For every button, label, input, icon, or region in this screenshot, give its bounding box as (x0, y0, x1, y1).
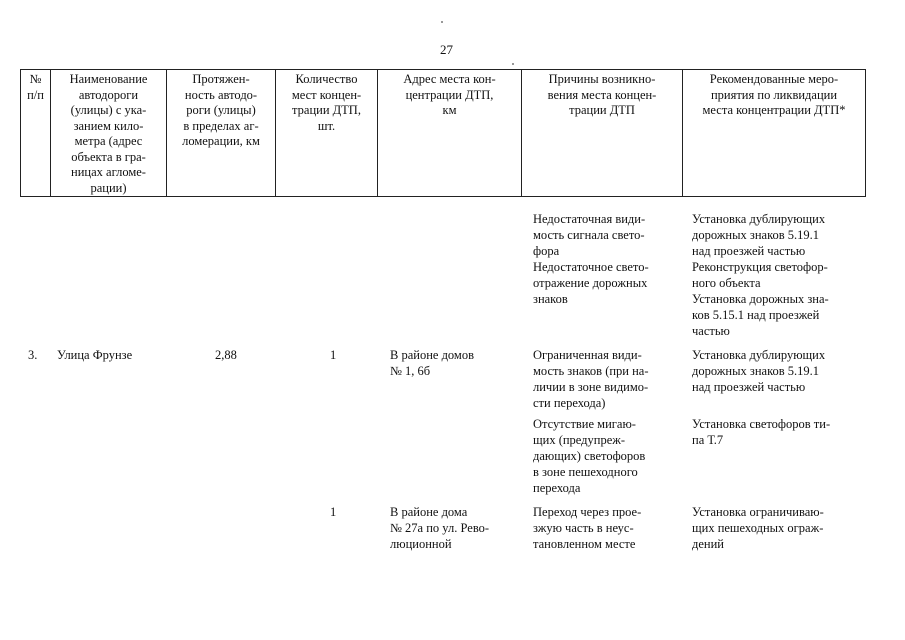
row3-reasons-2: Отсутствие мигаю- щих (предупреж- дающих) светофоров в зоне пешеходного перехода (533, 417, 646, 495)
row3-measures-1: Установка дублирующих дорожных знаков 5.19.1 над проезжей частью (692, 348, 826, 394)
header-num: № п/п (21, 70, 51, 197)
header-road: Наименование автодороги (улицы) с ука- занием кило- метра (адрес объекта в гра- ницах агломе- рации) (51, 70, 167, 197)
row4-address: В районе дома № 27а по ул. Рево- люционной (390, 505, 490, 551)
scan-speck (441, 21, 443, 23)
page-number: 27 (440, 42, 453, 57)
row3-address: В районе домов № 1, 6б (390, 348, 474, 378)
row3-measures-2: Установка светофоров ти- па Т.7 (692, 417, 831, 447)
row3-count: 1 (330, 348, 337, 362)
header-length: Протяжен- ность автодо- роги (улицы) в пределах аг- ломерации, км (167, 70, 276, 197)
row3-length: 2,88 (215, 348, 237, 362)
row3-num: 3. (28, 348, 38, 362)
row4-reasons: Переход через прое- зжую часть в неус- тановленном месте (533, 505, 642, 551)
row4-measures: Установка ограничиваю- щих пешеходных ограж- дений (692, 505, 824, 551)
header-count: Количество мест концен- трации ДТП, шт. (276, 70, 378, 197)
row3-reasons-1: Ограниченная види- мость знаков (при на- личии в зоне видимо- сти перехода) (533, 348, 649, 410)
cont-reasons: Недостаточная види- мость сигнала свето- фора Недостаточное свето- отражение дорожных знаков (533, 212, 649, 306)
row3-road: Улица Фрунзе (57, 348, 133, 362)
scan-speck (512, 63, 514, 65)
header-reasons: Причины возникно- вения места концен- трации ДТП (522, 70, 683, 197)
row4-count: 1 (330, 505, 337, 519)
header-address: Адрес места кон- центрации ДТП, км (378, 70, 522, 197)
header-measures: Рекомендованные меро- приятия по ликвидации места концентрации ДТП* (683, 70, 866, 197)
table-header (20, 69, 866, 197)
cont-measures: Установка дублирующих дорожных знаков 5.19.1 над проезжей частью Реконструкция светофор- ного объекта Установка дорожных зна- ков 5.15.1 над проезжей частью (692, 212, 829, 338)
